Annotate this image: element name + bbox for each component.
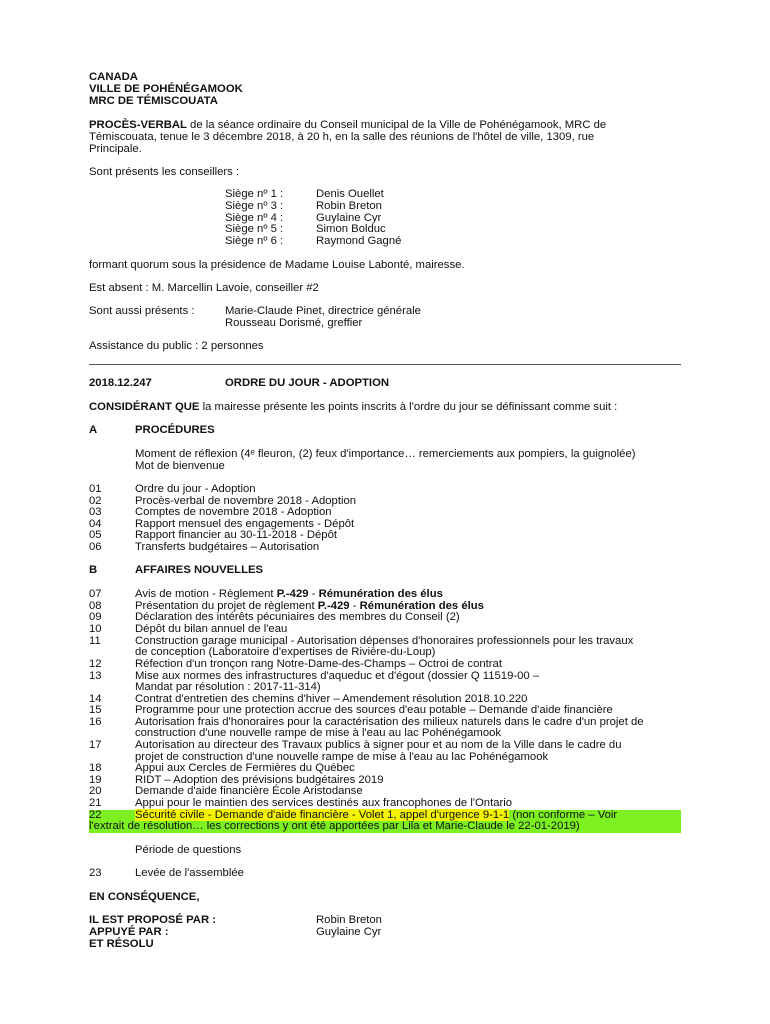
seat-name: Guylaine Cyr bbox=[316, 212, 382, 224]
item-text: Programme pour une protection accrue des sources d'eau potable – Demande d'aide financière bbox=[135, 704, 613, 716]
item-text: Demande d'aide financière École Aristodanse bbox=[135, 785, 363, 797]
item-number: 17 bbox=[89, 739, 102, 751]
non-conforme-note: (non conforme – Voir bbox=[512, 809, 618, 821]
quorum-text: formant quorum sous la présidence de Madame Louise Labonté, mairesse. bbox=[89, 259, 465, 271]
item-text: Contrat d'entretien des chemins d'hiver – Amendement résolution 2018.10.220 bbox=[135, 693, 528, 705]
section-b-letter: B bbox=[89, 564, 98, 576]
non-conforme-note-cont: l'extrait de résolution… les corrections y ont été apportées par Lila et Marie-Claude le 22-01-2019) bbox=[89, 820, 580, 832]
pv-line-2: Témiscouata, tenue le 3 décembre 2018, à 20 h, en la salle des réunions de l'hôtel de ville, 1309, rue bbox=[89, 131, 595, 143]
item-number: 01 bbox=[89, 483, 102, 495]
item-number: 12 bbox=[89, 658, 102, 670]
seat-label: Siège nº 5 : bbox=[225, 223, 284, 235]
item-number: 13 bbox=[89, 670, 102, 682]
item-number: 05 bbox=[89, 529, 102, 541]
also-present-label: Sont aussi présents : bbox=[89, 305, 195, 317]
item-text: Autorisation frais d'honoraires pour la caractérisation des milieux naturels dans le cadre d'un projet de bbox=[135, 716, 644, 728]
pv-rest: de la séance ordinaire du Conseil municipal de la Ville de Pohénégamook, MRC de bbox=[186, 119, 607, 131]
item-text: Ordre du jour - Adoption bbox=[135, 483, 256, 495]
appuye-name: Guylaine Cyr bbox=[316, 926, 382, 938]
seat-name: Denis Ouellet bbox=[316, 188, 384, 200]
mot-bienvenue: Mot de bienvenue bbox=[135, 460, 225, 472]
item-text: Rapport mensuel des engagements - Dépôt bbox=[135, 518, 355, 530]
seat-name: Robin Breton bbox=[316, 200, 382, 212]
item-number: 15 bbox=[89, 704, 102, 716]
also-present-dg: Marie-Claude Pinet, directrice générale bbox=[225, 305, 421, 317]
propose-label: IL EST PROPOSÉ PAR : bbox=[89, 914, 217, 926]
item-number: 10 bbox=[89, 623, 102, 635]
section-a-title: PROCÉDURES bbox=[135, 424, 215, 436]
item-number: 18 bbox=[89, 762, 102, 774]
absent-text: Est absent : M. Marcellin Lavoie, conseiller #2 bbox=[89, 282, 319, 294]
divider bbox=[89, 364, 681, 365]
header-country: CANADA bbox=[89, 71, 138, 83]
item-number: 22 bbox=[89, 809, 102, 821]
item-number: 19 bbox=[89, 774, 102, 786]
item-number: 02 bbox=[89, 495, 102, 507]
periode-questions: Période de questions bbox=[135, 844, 242, 856]
item-number: 07 bbox=[89, 588, 102, 600]
item-text-cont: construction d'une nouvelle rampe de mise à l'eau au lac Pohénégamook bbox=[135, 727, 502, 739]
item-text: Transferts budgétaires – Autorisation bbox=[135, 541, 320, 553]
item-number: 04 bbox=[89, 518, 102, 530]
seat-label: Siège nº 1 : bbox=[225, 188, 284, 200]
header-mrc: MRC DE TÉMISCOUATA bbox=[89, 95, 218, 107]
item-number: 08 bbox=[89, 600, 102, 612]
item-text: Appui aux Cercles de Fermières du Québec bbox=[135, 762, 355, 774]
also-present-greffier: Rousseau Dorismé, greffier bbox=[225, 317, 363, 329]
considerant-label: CONSIDÉRANT QUE bbox=[89, 401, 200, 413]
item-number: 14 bbox=[89, 693, 102, 705]
seat-label: Siège nº 3 : bbox=[225, 200, 284, 212]
item-text: Avis de motion - Règlement P.-429 - Rémunération des élus bbox=[135, 588, 443, 600]
seat-label: Siège nº 6 : bbox=[225, 235, 284, 247]
item-number: 23 bbox=[89, 867, 102, 879]
item-text-cont: de conception (Laboratoire d'expertises de Rivière-du-Loup) bbox=[135, 646, 436, 658]
en-consequence: EN CONSÉQUENCE, bbox=[89, 891, 200, 903]
item-text: Mise aux normes des infrastructures d'aqueduc et d'égout (dossier Q 11519-00 – bbox=[135, 670, 540, 682]
item-text: Réfection d'un tronçon rang Notre-Dame-des-Champs – Octroi de contrat bbox=[135, 658, 502, 670]
item-text: RIDT – Adoption des prévisions budgétaires 2019 bbox=[135, 774, 384, 786]
item-text-cont: Mandat par résolution : 2017-11-314) bbox=[135, 681, 321, 693]
header-city: VILLE DE POHÉNÉGAMOOK bbox=[89, 83, 243, 95]
seat-name: Simon Bolduc bbox=[316, 223, 386, 235]
item-number: 06 bbox=[89, 541, 102, 553]
item-text: Déclaration des intérêts pécuniaires des membres du Conseil (2) bbox=[135, 611, 460, 623]
item-text: Levée de l'assemblée bbox=[135, 867, 244, 879]
item-number: 03 bbox=[89, 506, 102, 518]
highlighted-text: Sécurité civile - Demande d'aide financière - Volet 1, appel d'urgence 9-1-1 bbox=[135, 809, 510, 821]
item-text: Construction garage municipal - Autorisation dépenses d'honoraires professionnels pour les travaux bbox=[135, 635, 634, 647]
item-number: 11 bbox=[89, 635, 101, 647]
item-text: Autorisation au directeur des Travaux publics à signer pour et au nom de la Ville dans le cadre du bbox=[135, 739, 622, 751]
pv-line-3: Principale. bbox=[89, 143, 142, 155]
resolution-title: ORDRE DU JOUR - ADOPTION bbox=[225, 377, 390, 389]
item-text: Procès-verbal de novembre 2018 - Adoption bbox=[135, 495, 357, 507]
resolution-number: 2018.12.247 bbox=[89, 377, 152, 389]
pv-line-1 bbox=[89, 120, 606, 132]
item-text: Dépôt du bilan annuel de l'eau bbox=[135, 623, 288, 635]
section-b-title: AFFAIRES NOUVELLES bbox=[135, 564, 264, 576]
item-text-cont: projet de construction d'une nouvelle rampe de mise à l'eau au lac Pohénégamook bbox=[135, 751, 549, 763]
et-resolu: ET RÉSOLU bbox=[89, 938, 154, 950]
propose-name: Robin Breton bbox=[316, 914, 382, 926]
seat-name: Raymond Gagné bbox=[316, 235, 402, 247]
item-number: 09 bbox=[89, 611, 102, 623]
appuye-label: APPUYÉ PAR : bbox=[89, 926, 169, 938]
item-text: Appui pour le maintien des services destinés aux francophones de l'Ontario bbox=[135, 797, 513, 809]
considerant-rest: la mairesse présente les points inscrits à l'ordre du jour se définissant comme suit : bbox=[199, 401, 618, 413]
item-text: Rapport financier au 30-11-2018 - Dépôt bbox=[135, 529, 338, 541]
considerant-line bbox=[89, 402, 617, 414]
item-text: Présentation du projet de règlement P.-429 - Rémunération des élus bbox=[135, 600, 484, 612]
public-attendance: Assistance du public : 2 personnes bbox=[89, 340, 264, 352]
item-text: Comptes de novembre 2018 - Adoption bbox=[135, 506, 332, 518]
item-number: 16 bbox=[89, 716, 102, 728]
present-label: Sont présents les conseillers : bbox=[89, 166, 240, 178]
pv-label: PROCÈS-VERBAL bbox=[89, 119, 187, 131]
section-a-letter: A bbox=[89, 424, 98, 436]
moment-reflexion: Moment de réflexion (4ᵉ fleuron, (2) feux d'importance… remerciements aux pompiers, la guignolée) bbox=[135, 448, 636, 460]
seat-label: Siège nº 4 : bbox=[225, 212, 284, 224]
item-number: 21 bbox=[89, 797, 102, 809]
item-number: 20 bbox=[89, 785, 102, 797]
